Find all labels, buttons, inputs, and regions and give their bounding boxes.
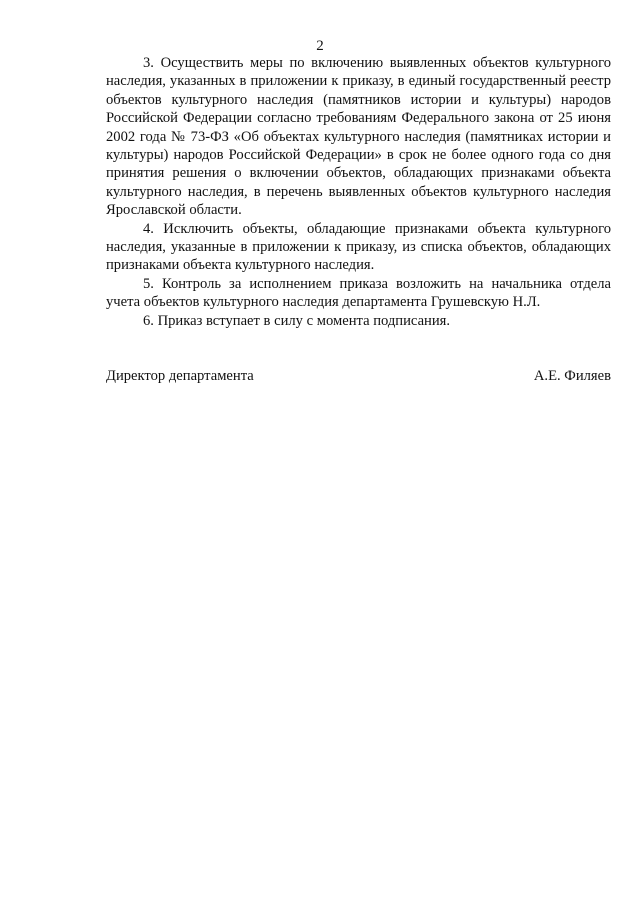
paragraph-item-3: 3. Осуществить меры по включению выявленных объектов культурного наследия, указанных в приложении к приказу, в единый государственный реестр объектов культурного наследия (памятников истории и культуры) народов Российской Федерации согласно требованиям Федерального закона от 25 июня 2002 года № 73-ФЗ «Об объектах культурного наследия (памятниках истории и культуры) народов Российской Федерации» в срок не более одного года со дня принятия решения о включении объектов, обладающих признаками объекта культурного наследия, в перечень выявленных объектов культурного наследия Ярославской области. bbox=[106, 55, 611, 219]
signatory-title: Директор департамента bbox=[106, 368, 254, 384]
page-number: 2 bbox=[316, 38, 324, 54]
paragraph-item-6: 6. Приказ вступает в силу с момента подписания. bbox=[143, 312, 451, 329]
paragraph-item-5: 5. Контроль за исполнением приказа возложить на начальника отдела учета объектов культурного наследия департамента Грушевскую Н.Л. bbox=[106, 275, 611, 311]
paragraph-item-4: 4. Исключить объекты, обладающие признаками объекта культурного наследия, указанные в приложении к приказу, из списка объектов, обладающих признаками объекта культурного наследия. bbox=[106, 220, 611, 274]
signatory-name: А.Е. Филяев bbox=[533, 368, 611, 384]
order-body bbox=[106, 54, 611, 330]
